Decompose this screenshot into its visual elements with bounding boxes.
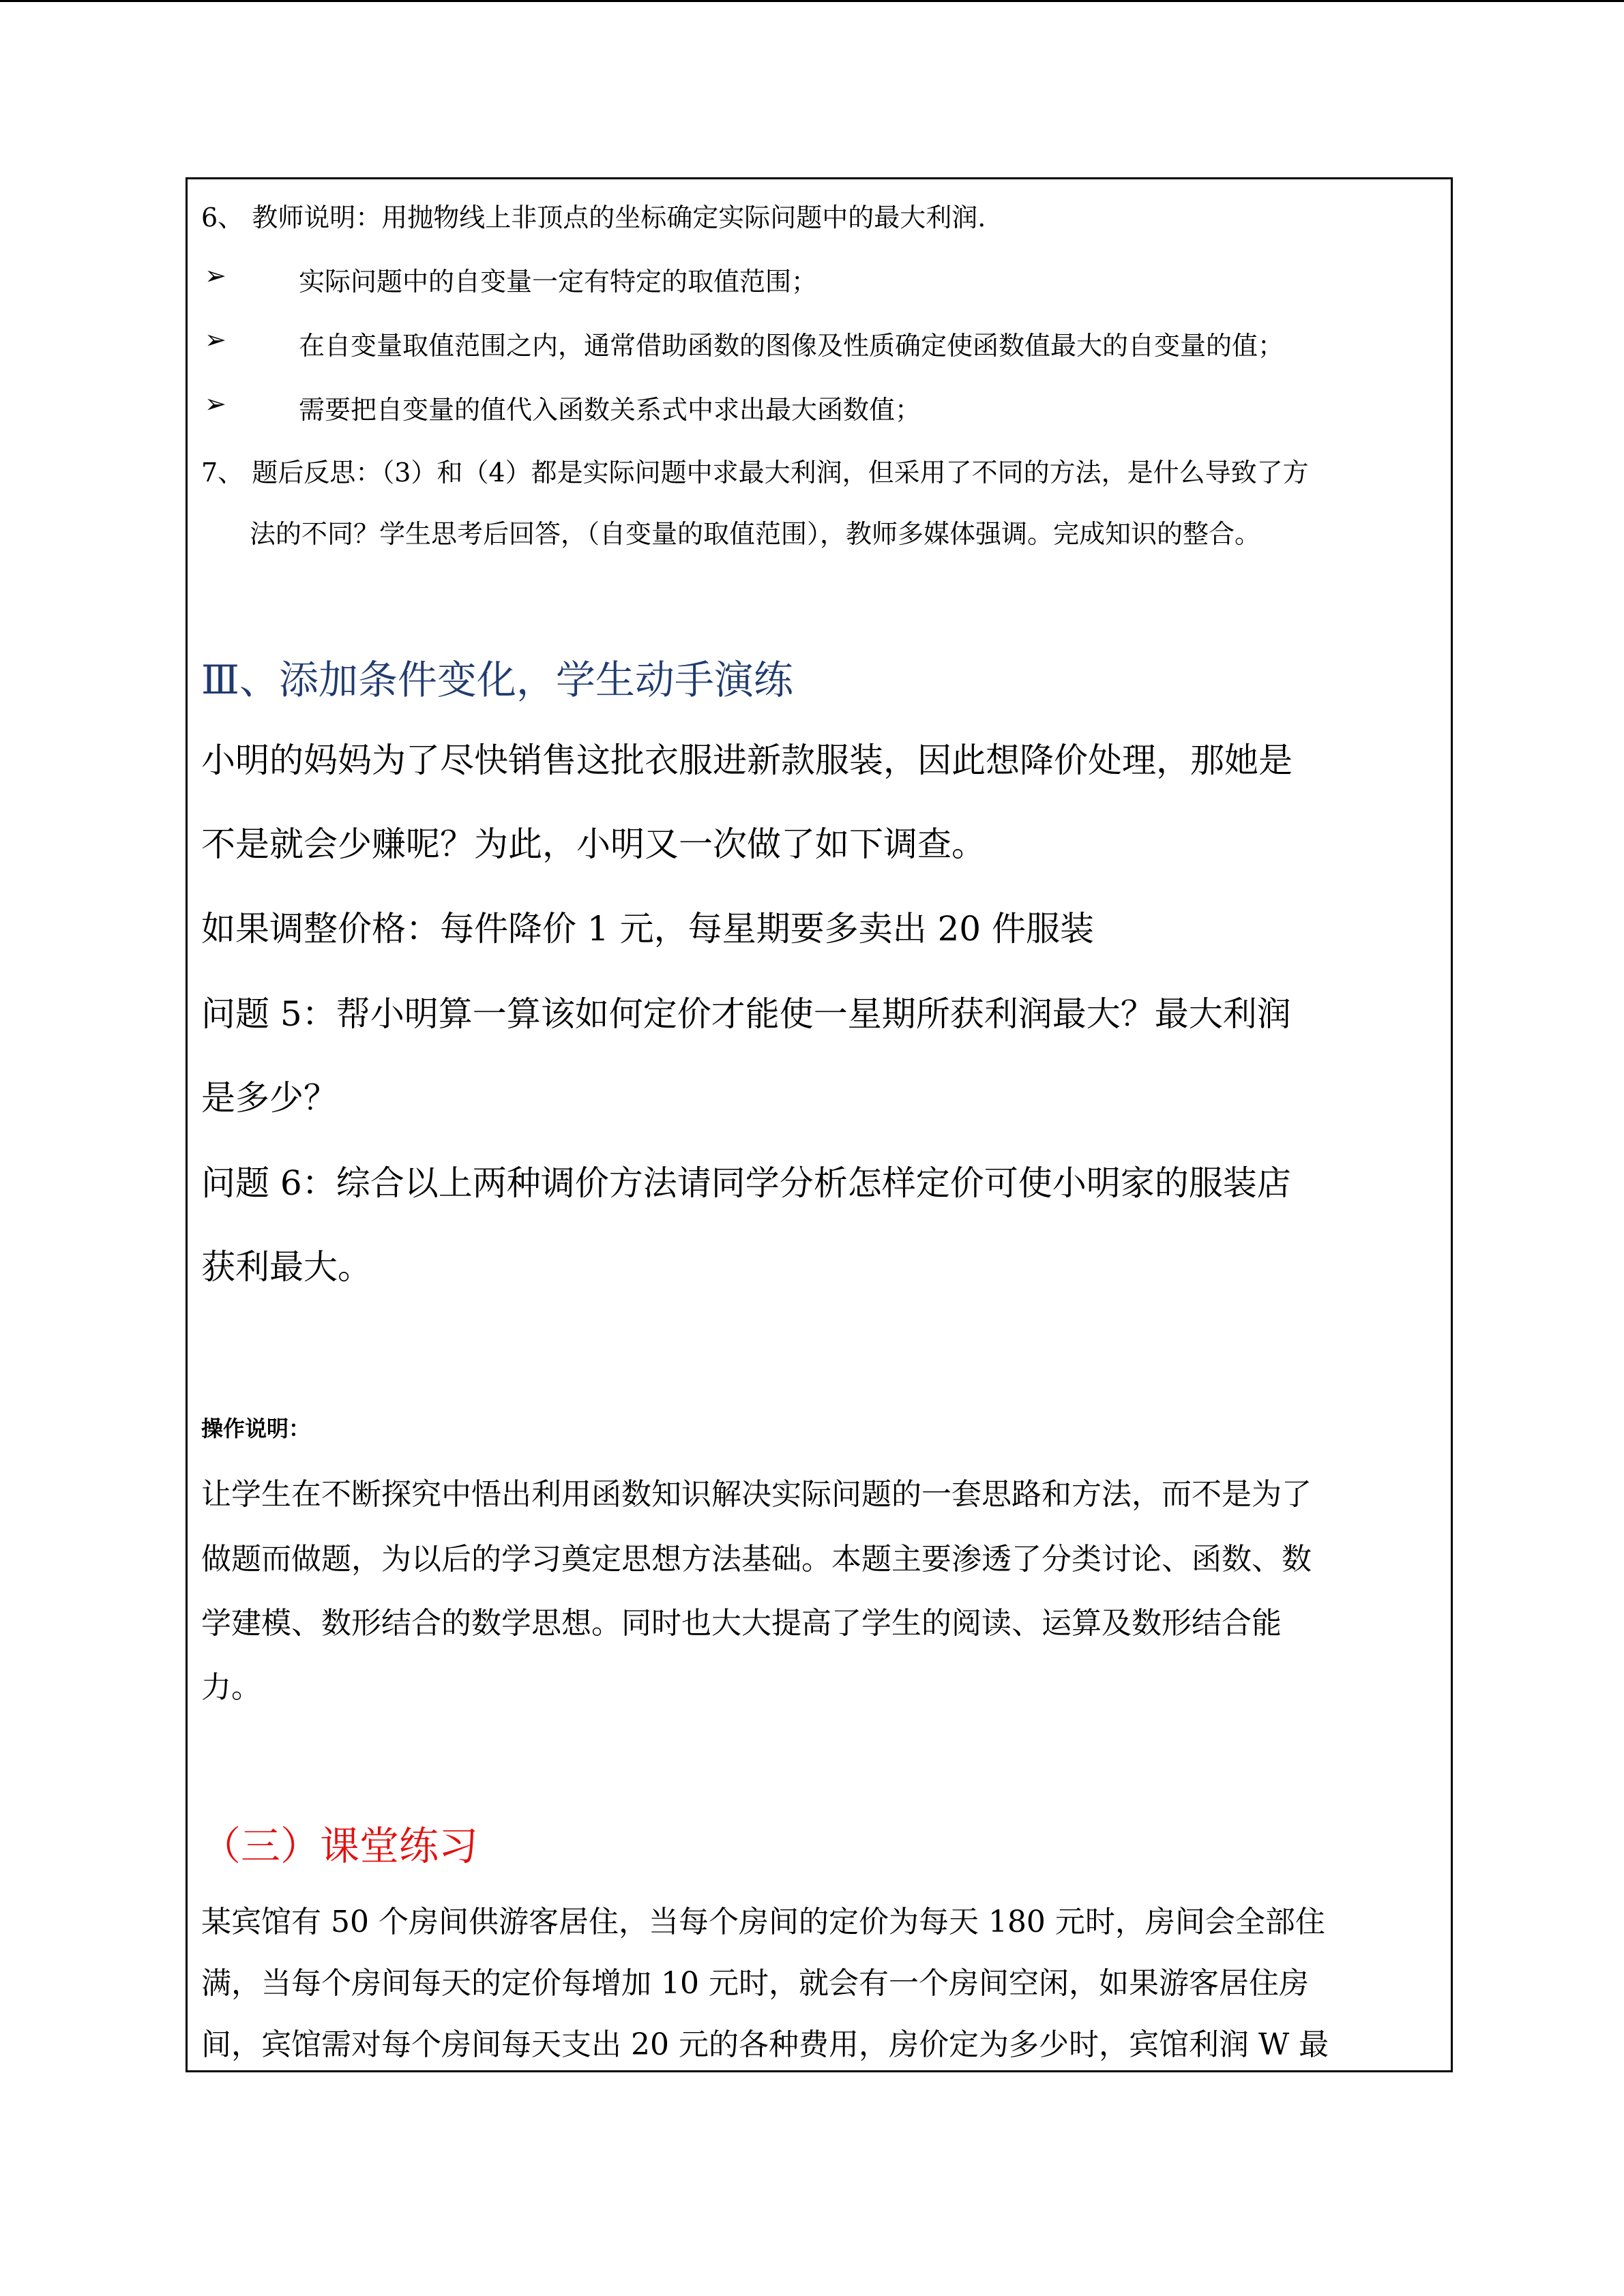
section-heading-practice: Ⅲ、添加条件变化，学生动手演练 [201, 657, 793, 703]
exercise-line: 某宾馆有 50 个房间供游客居住，当每个房间的定价为每天 180 元时，房间会全部住 [201, 1905, 1325, 1939]
bullet-text: 实际问题中的自变量一定有特定的取值范围； [299, 267, 818, 297]
paragraph-line: 如果调整价格：每件降价 1 元，每星期要多卖出 20 件服装 [201, 909, 1095, 949]
paragraph-line: 不是就会少赚呢？为此，小明又一次做了如下调查。 [201, 824, 986, 864]
operation-note-line: 做题而做题，为以后的学习奠定思想方法基础。本题主要渗透了分类讨论、函数、数 [201, 1542, 1312, 1577]
item-7-reflection-line2: 法的不同？学生思考后回答，（自变量的取值范围），教师多媒体强调。完成知识的整合。 [250, 519, 1261, 549]
bullet-arrow-icon: ➢ [205, 325, 226, 355]
page-top-rule [0, 0, 1624, 2]
question-5-line: 是多少？ [201, 1078, 338, 1118]
bullet-text: 在自变量取值范围之内，通常借助函数的图像及性质确定使函数值最大的自变量的值； [299, 331, 1284, 361]
bullet-arrow-icon: ➢ [205, 260, 226, 290]
exercise-line: 间，宾馆需对每个房间每天支出 20 元的各种费用，房价定为多少时，宾馆利润 W 最 [201, 2027, 1329, 2062]
question-6-line: 获利最大。 [201, 1247, 372, 1287]
bullet-text: 需要把自变量的值代入函数关系式中求出最大函数值； [299, 395, 921, 425]
operation-note-line: 学建模、数形结合的数学思想。同时也大大提高了学生的阅读、运算及数形结合能 [201, 1606, 1282, 1641]
item-7-reflection-line1: 7、 题后反思：（3）和（4）都是实际问题中求最大利润，但采用了不同的方法，是什么导致了方 [201, 458, 1309, 488]
operation-note-line: 力。 [201, 1670, 261, 1705]
item-6-teacher-note: 6、 教师说明：用抛物线上非顶点的坐标确定实际问题中的最大利润. [201, 203, 986, 233]
operation-note-label: 操作说明： [201, 1416, 311, 1442]
bullet-arrow-icon: ➢ [205, 389, 226, 419]
question-6-line: 问题 6：综合以上两种调价方法请同学分析怎样定价可使小明家的服装店 [201, 1163, 1291, 1203]
operation-note-line: 让学生在不断探究中悟出利用函数知识解决实际问题的一套思路和方法，而不是为了 [201, 1477, 1312, 1512]
section-heading-classroom-exercise: （三）课堂练习 [201, 1823, 479, 1869]
question-5-line: 问题 5：帮小明算一算该如何定价才能使一星期所获利润最大？最大利润 [201, 994, 1291, 1034]
paragraph-line: 小明的妈妈为了尽快销售这批衣服进新款服装，因此想降价处理，那她是 [201, 741, 1293, 780]
exercise-line: 满，当每个房间每天的定价每增加 10 元时，就会有一个房间空闲，如果游客居住房 [201, 1966, 1309, 2001]
